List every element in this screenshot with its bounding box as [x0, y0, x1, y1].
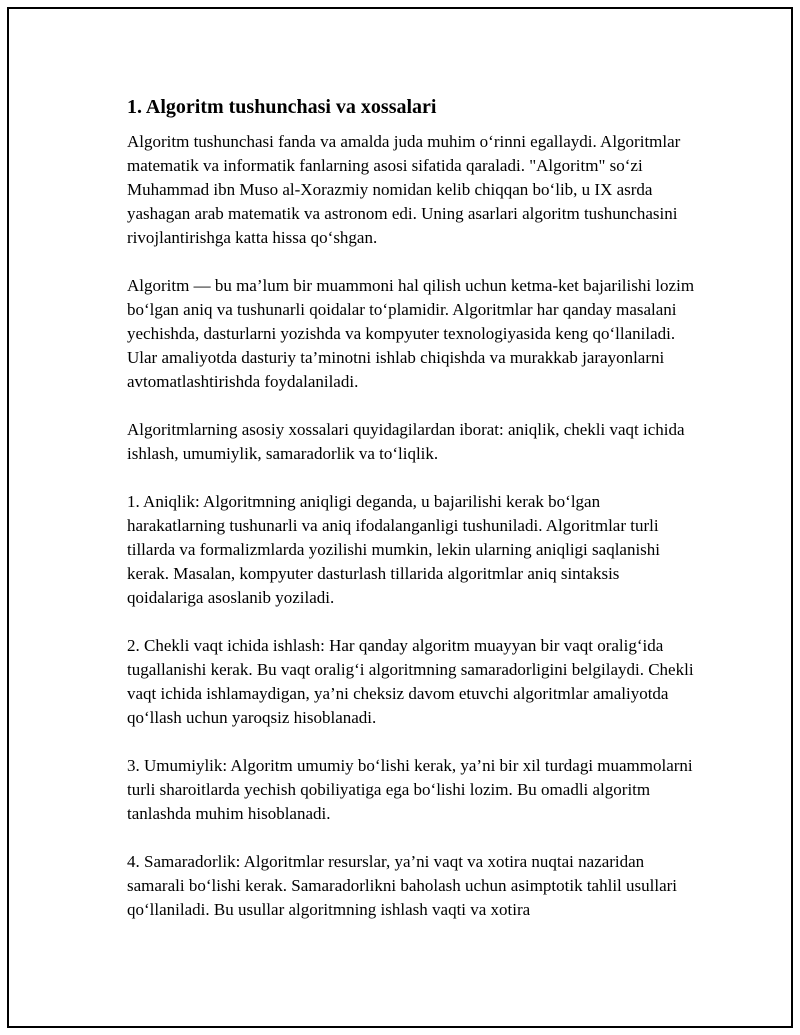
page-frame	[7, 7, 793, 1028]
paragraph-property-accuracy: 1. Aniqlik: Algoritmning aniqligi deganda, u bajarilishi kerak bo‘lgan harakatlarning tushunarli va aniq ifodalanganligi tushuniladi. Algoritmlar turli tillarda va formalizmlarda yozilishi mumkin, lekin ularning aniqligi saqlanishi kerak. Masalan, kompyuter dasturlash tillarida algoritmlar aniq sintaksis qoidalariga asoslanib yoziladi.	[127, 492, 661, 607]
document-title: 1. Algoritm tushunchasi va xossalari	[127, 96, 437, 118]
paragraph-property-generality: 3. Umumiylik: Algoritm umumiy bo‘lishi kerak, ya’ni bir xil turdagi muammolarni turli sharoitlarda yechish qobiliyatiga ega bo‘lishi lozim. Bu omadli algoritm tanlashda muhim hisoblanadi.	[127, 756, 693, 823]
paragraph-intro: Algoritm tushunchasi fanda va amalda juda muhim o‘rinni egallaydi. Algoritmlar matematik va informatik fanlarning asosi sifatida qaraladi. "Algoritm" so‘zi Muhammad ibn Muso al-Xorazmiy nomidan kelib chiqqan bo‘lib, u IX asrda yashagan arab matematik va astronom edi. Uning asarlari algoritm tushunchasini rivojlantirishga katta hissa qo‘shgan.	[127, 132, 681, 247]
paragraph-property-finite-time: 2. Chekli vaqt ichida ishlash: Har qanday algoritm muayyan bir vaqt oralig‘ida tugallanishi kerak. Bu vaqt oralig‘i algoritmning samaradorligini belgilaydi. Chekli vaqt ichida ishlamaydigan, ya’ni cheksiz davom etuvchi algoritmlar amaliyotda qo‘llash uchun yaroqsiz hisoblanadi.	[127, 636, 694, 727]
paragraph-property-efficiency: 4. Samaradorlik: Algoritmlar resurslar, ya’ni vaqt va xotira nuqtai nazaridan samarali bo‘lishi kerak. Samaradorlikni baholash uchun asimptotik tahlil usullari qo‘llaniladi. Bu usullar algoritmning ishlash vaqti va xotira	[127, 852, 678, 919]
paragraph-definition: Algoritm — bu ma’lum bir muammoni hal qilish uchun ketma-ket bajarilishi lozim bo‘lgan aniq va tushunarli qoidalar to‘plamidir. Algoritmlar har qanday masalani yechishda, dasturlarni yozishda va kompyuter texnologiyasida keng qo‘llaniladi. Ular amaliyotda dasturiy ta’minotni ishlab chiqishda va murakkab jarayonlarni avtomatlashtirishda foydalaniladi.	[127, 276, 695, 391]
paragraph-properties-overview: Algoritmlarning asosiy xossalari quyidagilardan iborat: aniqlik, chekli vaqt ichida ishlash, umumiylik, samaradorlik va to‘liqlik.	[127, 420, 685, 463]
document-content	[119, 94, 699, 946]
